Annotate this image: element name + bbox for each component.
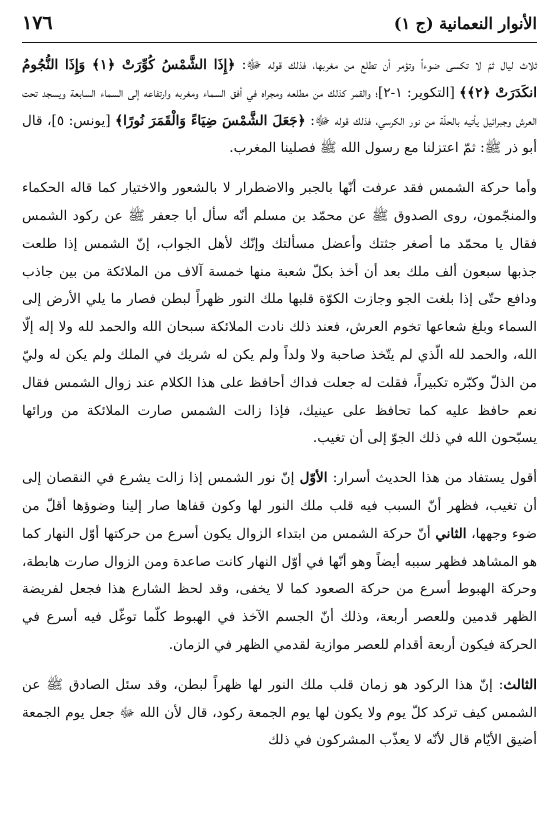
paragraph-3 [22, 465, 537, 660]
paragraph-3-text-c: أنّ حركة الشمس من ابتداء الزوال يكون أسرع من حركتها أوّل النهار كما هو المشاهد فظهر سببه أيضاً وهو أنّها في أوّل النهار كانت صاعدة ومن الزوال صارت هابطة، وحركة الهبوط أسرع من حركة الصعود كما لا يخفى، وقد لحظ الشارع هذا فجعل لفريضة الظهر قدمين وللعصر أربعة، وذلك أنّ الجسم الآخذ في الهبوط كلّما توغّل فيه أسرع في الحركة فيكون أربعة أقدام للعصر موازية لقدمي الظهر في الزمان. [22, 525, 537, 653]
quran-verse-takwir: ﴿إِذَا الشَّمْسُ كُوِّرَتْ ﴿١﴾ وَإِذَا النُّجُومُ انكَدَرَتْ ﴿٢﴾﴾ [22, 57, 537, 101]
term-third: الثالث [503, 676, 537, 693]
paragraph-3-text-b: إنّ نور الشمس إذا زالت يشرع في النقصان إلى أن تغيب، فظهر أنّ السبب فيه قلب ملك النور لها وكون قفاها صار إلينا وضوؤها أقلّ من ضوء وجهها، [22, 470, 537, 542]
paragraph-4 [22, 672, 537, 755]
page-body [22, 52, 537, 817]
header-divider [22, 42, 537, 43]
term-first: الأوّل [299, 470, 328, 487]
paragraph-2: وأما حركة الشمس فقد عرفت أنّها بالجبر والاضطرار لا بالشعور والاختيار كما قاله الحكماء والمنجّمون، روى الصدوق ﷺ عن محمّد بن مسلم أنّه سأل أبا جعفر ﷺ عن ركود الشمس فقال يا محمّد ما أصغر جثتك وأعضل مسألتك وإنّك لأهل الجواب، إنّ الشمس إذا طلعت جذبها سبعون ألف ملك بعد أن أخذ بكلّ شعبة منها خمسة آلاف من الملائكة من بين جاذب ودافع حتّى إذا بلغت الجو وجازت الكوّة قلبها ملك النور ظهراً لبطن فصار ما يلي الأرض إلى السماء وبلغ شعاعها تخوم العرش، فعند ذلك نادت الملائكة سبحان الله والحمد لله ولا إله إلّا الله، والحمد لله الّذي لم يتّخذ صاحبة ولا ولداً ولم يكن له شريك في الملك ولم يكن له وليّ من الذلّ وكبّره تكبيراً، فقلت له جعلت فداك أحافظ على هذا الكلام عند زوال الشمس فقال نعم حافظ عليه كما تحافظ على عينيك، فإذا زالت الشمس صارت الملائكة من ورائها يسبّحون الله في ذلك الجوّ إلى أن تغيب. [22, 180, 537, 447]
paragraph-1-text-b: [التكوير: ١-٢]؛ والقمر كذلك من مطلعه ومجراه في أفق السماء ومغربه وارتفاعه إلى السماء السابعة ويسجد تحت العرش وجبرائيل يأتيه بالحلّة من نور الكرسي، فذلك قوله ﷻ: [22, 84, 538, 129]
running-title: الأنوار النعمانية (ج ١) [393, 13, 537, 33]
page-number: ١٧٦ [22, 12, 53, 34]
paragraph-1-text-c: [يونس: ٥]، قال أبو ذر ﷺ: ثمّ اعتزلنا مع رسول الله ﷺ فصلينا المغرب. [22, 112, 537, 157]
quran-verse-yunus: ﴿جَعَلَ الشَّمْسَ ضِيَاءً وَالْقَمَرَ نُورًا﴾ [115, 112, 306, 129]
paragraph-4-text: : إنّ هذا الركود هو زمان قلب ملك النور لها ظهراً لبطن، وقد سئل الصادق ﷺ عن الشمس كيف تركد كلّ يوم ولا يكون لها يوم الجمعة ركود، قال لأن الله ﷻ جعل يوم الجمعة أضيق الأيّام قال لأنّه لا يعذّب المشركون في ذلك [22, 676, 537, 749]
page-header [22, 8, 537, 38]
paragraph-1-text-a: ثلاث ليال ثمّ لا تكسى ضوءاً وتؤمر أن تطلع من مغربها، فذلك قوله ﷻ: [235, 57, 537, 73]
paragraph-3-text-a: أقول يستفاد من هذا الحديث أسرار: [327, 470, 537, 487]
term-second: الثاني [435, 525, 467, 542]
paragraph-1 [22, 52, 537, 163]
